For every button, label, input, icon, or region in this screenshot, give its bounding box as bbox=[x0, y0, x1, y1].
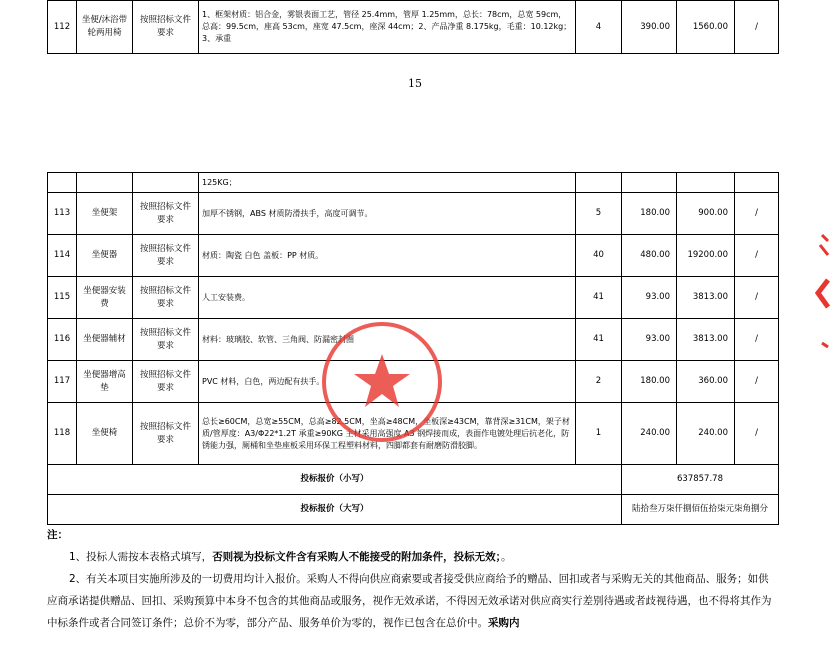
row-number: 118 bbox=[48, 403, 77, 465]
notes-title: 注： bbox=[47, 529, 68, 541]
total-price: 900.00 bbox=[677, 193, 735, 235]
page-number: 15 bbox=[408, 77, 422, 90]
product-name: 坐便器增高垫 bbox=[77, 361, 133, 403]
total-upper-row bbox=[48, 495, 779, 525]
row-number: 115 bbox=[48, 277, 77, 319]
note-text: 1、投标人需按本表格式填写， bbox=[69, 551, 213, 563]
quantity: 4 bbox=[576, 1, 622, 54]
quantity: 2 bbox=[576, 361, 622, 403]
unit-price: 480.00 bbox=[622, 235, 677, 277]
total-price: 360.00 bbox=[677, 361, 735, 403]
quantity: 41 bbox=[576, 277, 622, 319]
unit-price: 180.00 bbox=[622, 193, 677, 235]
requirement: 按照招标文件要求 bbox=[133, 193, 199, 235]
table-row bbox=[48, 403, 779, 465]
remark: / bbox=[735, 403, 779, 465]
product-name: 坐便架 bbox=[77, 193, 133, 235]
product-name: 坐便椅 bbox=[77, 403, 133, 465]
row-number: 112 bbox=[48, 1, 77, 54]
note-item-1 bbox=[47, 546, 777, 568]
table-row bbox=[48, 235, 779, 277]
total-upper-label: 投标报价（大写） bbox=[48, 495, 622, 525]
row-number: 114 bbox=[48, 235, 77, 277]
spec: 材质：陶瓷 白色 盖板：PP 材质。 bbox=[199, 235, 576, 277]
note-emphasis: 否则视为投标文件含有采购人不能接受的附加条件，投标无效； bbox=[212, 551, 501, 563]
remark: / bbox=[735, 1, 779, 54]
notes-section bbox=[47, 524, 777, 634]
total-lower-label: 投标报价（小写） bbox=[48, 465, 622, 495]
unit-price: 180.00 bbox=[622, 361, 677, 403]
note-text: 。 bbox=[500, 551, 512, 563]
total-price: 240.00 bbox=[677, 403, 735, 465]
quantity: 41 bbox=[576, 319, 622, 361]
total-price: 1560.00 bbox=[677, 1, 735, 54]
requirement: 按照招标文件要求 bbox=[133, 277, 199, 319]
remark: / bbox=[735, 235, 779, 277]
previous-page-table bbox=[47, 0, 779, 54]
spec: PVC 材料，白色，两边配有扶手。 bbox=[199, 361, 576, 403]
requirement: 按照招标文件要求 bbox=[133, 319, 199, 361]
total-price: 3813.00 bbox=[677, 277, 735, 319]
total-price: 19200.00 bbox=[677, 235, 735, 277]
total-lower-value: 637857.78 bbox=[622, 465, 779, 495]
total-upper-value: 陆拾叁万柒仟捌佰伍拾柒元柒角捌分 bbox=[622, 495, 779, 525]
unit-price: 390.00 bbox=[622, 1, 677, 54]
table-row bbox=[48, 277, 779, 319]
requirement: 按照招标文件要求 bbox=[133, 361, 199, 403]
remark: / bbox=[735, 361, 779, 403]
unit-price: 93.00 bbox=[622, 277, 677, 319]
requirement: 按照招标文件要求 bbox=[133, 235, 199, 277]
spec: 1、框架材质：铝合金，雾银表面工艺，管径 25.4mm，管厚 1.25mm，总长：78cm，总宽 59cm，总高：99.5cm，座高 53cm，座宽 47.5cm，座深 44cm；2、产品净重 8.175kg，毛重：10.12kg； 3、承重 bbox=[199, 1, 576, 54]
continuation-row bbox=[48, 173, 779, 193]
remark: / bbox=[735, 319, 779, 361]
quantity: 1 bbox=[576, 403, 622, 465]
spec: 材料：玻璃胶、软管、三角阀、防漏密封圈 bbox=[199, 319, 576, 361]
remark: / bbox=[735, 193, 779, 235]
spec: 总长≥60CM，总宽≥55CM，总高≥82.5CM，坐高≥48CM，坐板深≥43CM，靠背深≥31CM，架子材质/管厚度：A3/Φ22*1.2T 承重≥90KG 主材采用高强度 A3 钢焊接而成，表面作电镀处理后抗老化，防锈能力强，厕桶和坐垫座板采用环保工程塑料材料，四脚都套有耐磨防滑胶脚。 bbox=[199, 403, 576, 465]
remark: / bbox=[735, 277, 779, 319]
row-number: 117 bbox=[48, 361, 77, 403]
quotation-table bbox=[47, 172, 779, 525]
total-lower-row bbox=[48, 465, 779, 495]
spec: 加厚不锈钢，ABS 材质防滑扶手，高度可调节。 bbox=[199, 193, 576, 235]
spec: 人工安装费。 bbox=[199, 277, 576, 319]
spec: 125KG； bbox=[199, 173, 576, 193]
requirement: 按照招标文件要求 bbox=[133, 403, 199, 465]
product-name: 坐便器安装费 bbox=[77, 277, 133, 319]
note-emphasis: 采购内 bbox=[488, 617, 520, 629]
table-row bbox=[48, 319, 779, 361]
quantity: 40 bbox=[576, 235, 622, 277]
unit-price: 93.00 bbox=[622, 319, 677, 361]
table-row bbox=[48, 193, 779, 235]
row-number: 116 bbox=[48, 319, 77, 361]
stamp-fragment bbox=[808, 225, 830, 355]
row-number: 113 bbox=[48, 193, 77, 235]
unit-price: 240.00 bbox=[622, 403, 677, 465]
product-name: 坐便器辅材 bbox=[77, 319, 133, 361]
quantity: 5 bbox=[576, 193, 622, 235]
note-text: 2、有关本项目实施所涉及的一切费用均计入报价。采购人不得向供应商索要或者接受供应商给予的赠品、回扣或者与采购无关的其他商品、服务；如供应商承诺提供赠品、回扣、采购预算中本身不包含的其他商品或服务，视作无效承诺，不得因无效承诺对供应商实行差别待遇或者歧视待遇，也不得将其作为中标条件或者合同签订条件；总价不为零，部分产品、服务单价为零的，视作已包含在总价中。 bbox=[47, 573, 772, 629]
product-name: 坐便器 bbox=[77, 235, 133, 277]
requirement: 按照招标文件要求 bbox=[133, 1, 199, 54]
note-item-2 bbox=[47, 568, 777, 634]
total-price: 3813.00 bbox=[677, 319, 735, 361]
table-row bbox=[48, 361, 779, 403]
table-row bbox=[48, 1, 779, 54]
product-name: 坐便/沐浴带轮两用椅 bbox=[77, 1, 133, 54]
